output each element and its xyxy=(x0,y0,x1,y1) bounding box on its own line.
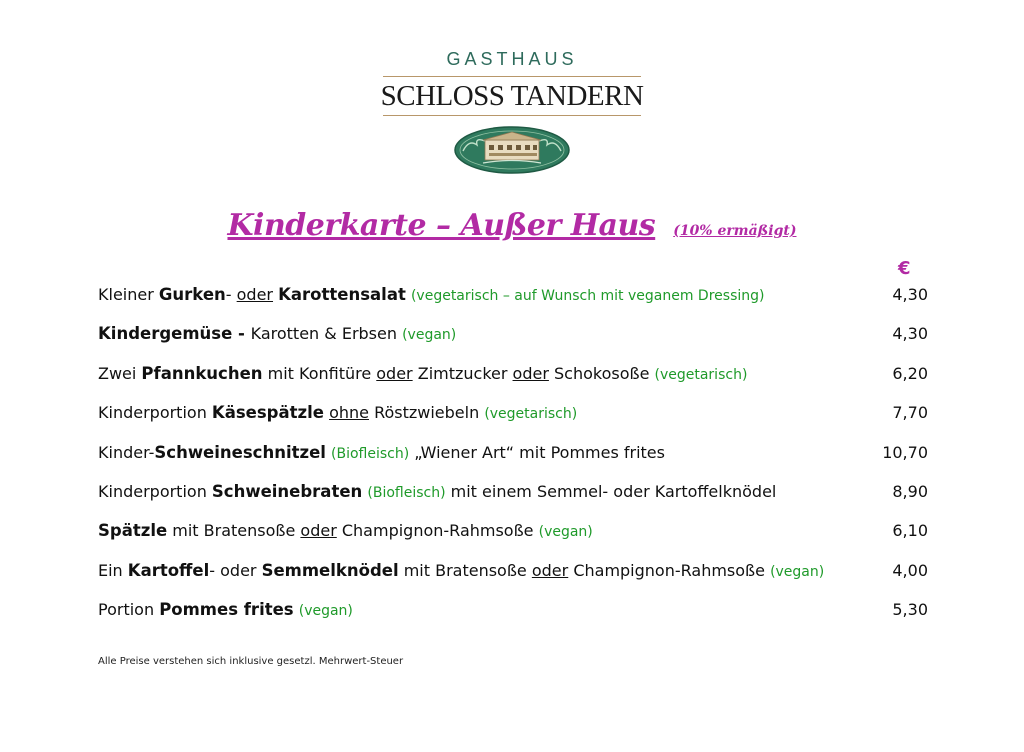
diet-note: (vegan) xyxy=(770,563,825,580)
description-text: oder xyxy=(512,363,549,383)
dish-name: Karottensalat xyxy=(278,285,406,304)
dish-name: Spätzle xyxy=(98,521,168,541)
description-text: ohne xyxy=(329,403,369,423)
menu-item-description xyxy=(98,561,824,580)
menu-item xyxy=(98,600,928,639)
diet-note: (vegan) xyxy=(298,603,353,620)
menu-item-price: 8,90 xyxy=(892,481,928,501)
menu-title-discount: (10% ermäßigt) xyxy=(673,223,797,239)
diet-note: (vegetarisch – auf Wunsch mit veganem Dressing) xyxy=(410,288,765,304)
menu-item xyxy=(98,482,928,521)
description-text: oder xyxy=(376,363,413,383)
description-text: Ein xyxy=(98,560,128,580)
description-text: Champignon-Rahmsoße xyxy=(336,521,539,541)
description-text: mit Konfitüre xyxy=(262,363,377,383)
menu-item xyxy=(98,403,928,442)
diet-note: (vegan) xyxy=(402,327,457,344)
description-text: oder xyxy=(300,521,337,541)
dish-name: Gurken xyxy=(158,285,226,304)
menu-item-price: 6,10 xyxy=(892,521,928,541)
description-text: Zwei xyxy=(98,363,142,383)
header-rule-top xyxy=(383,76,641,77)
logo xyxy=(0,125,1024,175)
menu-item-price: 4,00 xyxy=(892,560,928,580)
diet-note: (Biofleisch) xyxy=(331,445,410,462)
dish-name: Pommes frites xyxy=(159,600,294,620)
menu-item-description xyxy=(98,364,747,383)
footer-note: Alle Preise verstehen sich inklusive gesetzl. Mehrwert-Steuer xyxy=(98,656,404,667)
menu-item xyxy=(98,324,928,363)
menu-item xyxy=(98,364,928,403)
menu-item xyxy=(98,443,928,482)
menu-list xyxy=(98,285,928,640)
dish-name: Kartoffel xyxy=(127,560,210,580)
menu-title-row xyxy=(0,208,1024,243)
diet-note: (vegan) xyxy=(538,524,593,541)
menu-item-description xyxy=(98,482,776,501)
restaurant-header xyxy=(0,46,1024,175)
description-text: mit Bratensoße xyxy=(398,560,532,580)
menu-item-price: 7,70 xyxy=(892,403,928,423)
menu-item-price: 4,30 xyxy=(892,285,928,304)
brand-line-schloss-tandern: SCHLOSS TANDERN xyxy=(380,80,644,112)
castle-logo-icon xyxy=(453,125,571,175)
menu-item xyxy=(98,561,928,600)
dish-name: Pfannkuchen xyxy=(141,363,263,383)
description-text: Karotten & Erbsen xyxy=(250,324,403,344)
description-text: - xyxy=(225,285,237,304)
diet-note: (vegetarisch) xyxy=(484,406,578,423)
header-rule-bottom xyxy=(383,115,641,116)
menu-item-description xyxy=(98,600,353,619)
menu-item-price: 5,30 xyxy=(892,600,928,620)
description-text: Kinderportion xyxy=(98,403,212,423)
menu-item-description xyxy=(98,443,665,462)
description-text: Röstzwiebeln xyxy=(368,403,485,423)
description-text: Portion xyxy=(98,600,160,620)
description-text: Kinderportion xyxy=(98,481,212,501)
menu-item-description xyxy=(98,521,593,540)
description-text: Zimtzucker xyxy=(412,363,513,383)
description-text: Schokosoße xyxy=(548,363,655,383)
menu-item-description xyxy=(98,403,577,422)
menu-item-description xyxy=(98,285,764,304)
menu-item xyxy=(98,521,928,560)
diet-note: (vegetarisch) xyxy=(654,366,748,383)
description-text: oder xyxy=(531,560,569,580)
menu-item-price: 10,70 xyxy=(882,442,928,462)
menu-item-description xyxy=(98,324,456,343)
currency-label: € xyxy=(898,258,911,279)
dish-name: Schweineschnitzel xyxy=(154,442,326,462)
description-text: mit einem Semmel- oder Kartoffelknödel xyxy=(445,481,777,501)
diet-note: (Biofleisch) xyxy=(367,484,446,501)
dish-name: Kindergemüse - xyxy=(98,324,251,344)
description-text: Champignon-Rahmsoße xyxy=(568,560,771,580)
brand-line-gasthaus: GASTHAUS xyxy=(446,49,578,69)
description-text: - oder xyxy=(209,560,262,580)
menu-item xyxy=(98,285,928,324)
dish-name: Semmelknödel xyxy=(261,560,399,580)
dish-name: Käsespätzle xyxy=(211,403,324,423)
description-text: Kleiner xyxy=(98,285,159,304)
menu-title: Kinderkarte – Außer Haus xyxy=(227,208,656,243)
description-text: mit Bratensoße xyxy=(167,521,301,541)
dish-name: Schweinebraten xyxy=(211,481,363,501)
description-text: oder xyxy=(236,285,274,304)
description-text: „Wiener Art“ mit Pommes frites xyxy=(409,442,665,462)
description-text: Kinder- xyxy=(98,442,155,462)
menu-item-price: 4,30 xyxy=(892,324,928,344)
menu-item-price: 6,20 xyxy=(892,363,928,383)
